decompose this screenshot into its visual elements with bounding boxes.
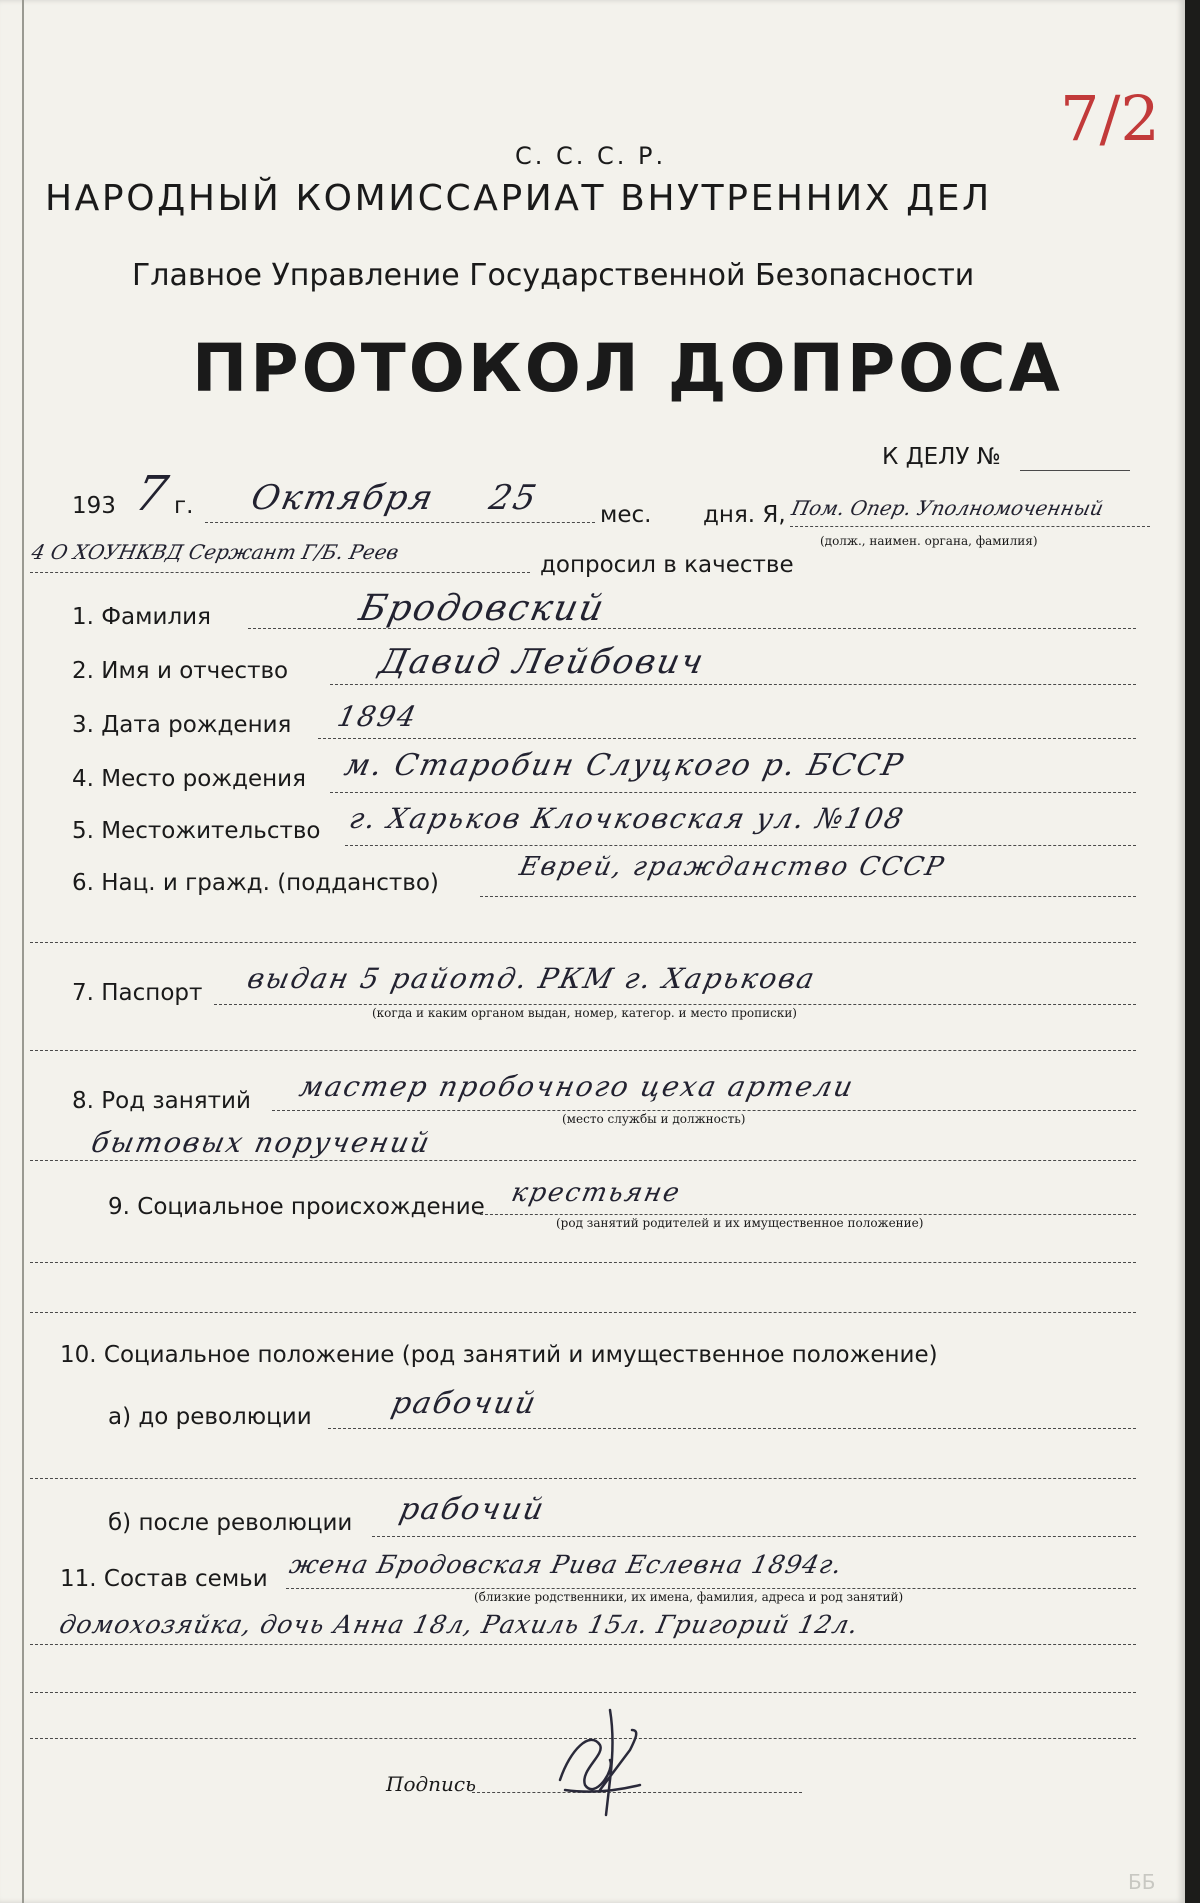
surname-value: Бродовский: [355, 588, 610, 629]
watermark: ББ: [1128, 1870, 1156, 1894]
passport-line-2: [30, 1050, 1136, 1051]
signature-mark: [540, 1690, 670, 1820]
family-value: жена Бродовская Рива Еслевна 1894г.: [286, 1550, 846, 1579]
before-revolution-line: [328, 1428, 1136, 1429]
birth-place-value: м. Старобин Слуцкого р. БССР: [341, 748, 908, 783]
case-number-label: К ДЕЛУ №: [882, 444, 1001, 470]
residence-line: [345, 845, 1136, 846]
social-origin-label: 9. Социальное происхождение: [108, 1194, 485, 1220]
social-origin-line-2: [30, 1262, 1136, 1263]
occupation-caption: (место службы и должность): [562, 1112, 746, 1126]
occupation-label: 8. Род занятий: [72, 1088, 251, 1114]
before-revolution-value: рабочий: [388, 1386, 541, 1421]
social-origin-line-3: [30, 1312, 1136, 1313]
residence-value: г. Харьков Клочковская ул. №108: [346, 802, 909, 835]
family-value-2: домохозяйка, дочь Анна 18л, Рахиль 15л. Григорий 12л.: [56, 1610, 862, 1639]
occupation-value-2: бытовых поручений: [88, 1126, 435, 1159]
social-origin-line: [480, 1214, 1136, 1215]
day-label: дня. Я,: [703, 502, 786, 528]
social-status-label: 10. Социальное положение (род занятий и имущественное положение): [60, 1342, 938, 1368]
before-revolution-line-2: [30, 1478, 1136, 1479]
day-value: 25: [485, 478, 542, 518]
page-edge-shadow: [1185, 0, 1200, 1903]
name-patronymic-value: Давид Лейбович: [375, 642, 709, 682]
social-origin-value: крестьяне: [508, 1178, 684, 1208]
archive-mark: 7/2: [1060, 82, 1160, 155]
signature-label: Подпись: [386, 1772, 477, 1796]
birth-place-line: [330, 792, 1136, 793]
case-number-line: [1020, 470, 1130, 471]
birth-date-value: 1894: [334, 700, 421, 733]
name-patronymic-label: 2. Имя и отчество: [72, 658, 289, 684]
year-prefix: 193: [72, 493, 116, 519]
country-header: С. С. С. Р.: [515, 142, 667, 170]
year-suffix: г.: [174, 493, 194, 519]
family-line-2: [30, 1644, 1136, 1645]
directorate-header: Главное Управление Государственной Безопасности: [132, 258, 975, 293]
official-continuation: 4 О ХОУНКВД Сержант Г/Б. Реев: [29, 540, 401, 564]
family-line: [286, 1588, 1136, 1589]
family-label: 11. Состав семьи: [60, 1566, 268, 1592]
after-revolution-line: [372, 1536, 1136, 1537]
occupation-line-2: [30, 1160, 1136, 1161]
passport-caption: (когда и каким органом выдан, номер, категор. и место прописки): [372, 1006, 797, 1020]
social-origin-caption: (род занятий родителей и их имущественное положение): [556, 1216, 924, 1230]
birth-date-label: 3. Дата рождения: [72, 712, 292, 738]
year-digit: 7: [130, 466, 175, 522]
surname-label: 1. Фамилия: [72, 604, 211, 630]
date-line: [205, 522, 595, 523]
official-cont-line: [30, 572, 530, 573]
occupation-value: мастер пробочного цеха артели: [296, 1070, 858, 1103]
nationality-line-2: [30, 942, 1136, 943]
page-title: ПРОТОКОЛ ДОПРОСА: [192, 330, 1063, 407]
nationality-line: [480, 896, 1136, 897]
family-caption: (близкие родственники, их имена, фамилия, адреса и род занятий): [474, 1590, 904, 1604]
before-revolution-label: а) до революции: [108, 1404, 312, 1430]
nationality-value: Еврей, гражданство СССР: [516, 852, 949, 882]
month-label: мес.: [600, 502, 652, 528]
interrogated-label: допросил в качестве: [540, 552, 794, 578]
binding-edge: [22, 0, 24, 1903]
official-line: [790, 526, 1150, 527]
passport-label: 7. Паспорт: [72, 980, 203, 1006]
commissariat-header: НАРОДНЫЙ КОМИССАРИАТ ВНУТРЕННИХ ДЕЛ: [45, 178, 992, 219]
passport-line: [214, 1004, 1136, 1005]
official-caption: (долж., наимен. органа, фамилия): [820, 534, 1038, 548]
month-value: Октября: [247, 478, 439, 518]
name-patronymic-line: [330, 684, 1136, 685]
residence-label: 5. Местожительство: [72, 818, 321, 844]
after-revolution-value: рабочий: [396, 1492, 549, 1527]
birth-place-label: 4. Место рождения: [72, 766, 306, 792]
occupation-line: [272, 1110, 1136, 1111]
nationality-label: 6. Нац. и гражд. (подданство): [72, 870, 439, 896]
official-title: Пом. Опер. Уполномоченный: [789, 496, 1106, 520]
birth-date-line: [318, 738, 1136, 739]
passport-value: выдан 5 райотд. РКМ г. Харькова: [244, 962, 820, 995]
after-revolution-label: б) после революции: [108, 1510, 353, 1536]
surname-line: [248, 628, 1136, 629]
